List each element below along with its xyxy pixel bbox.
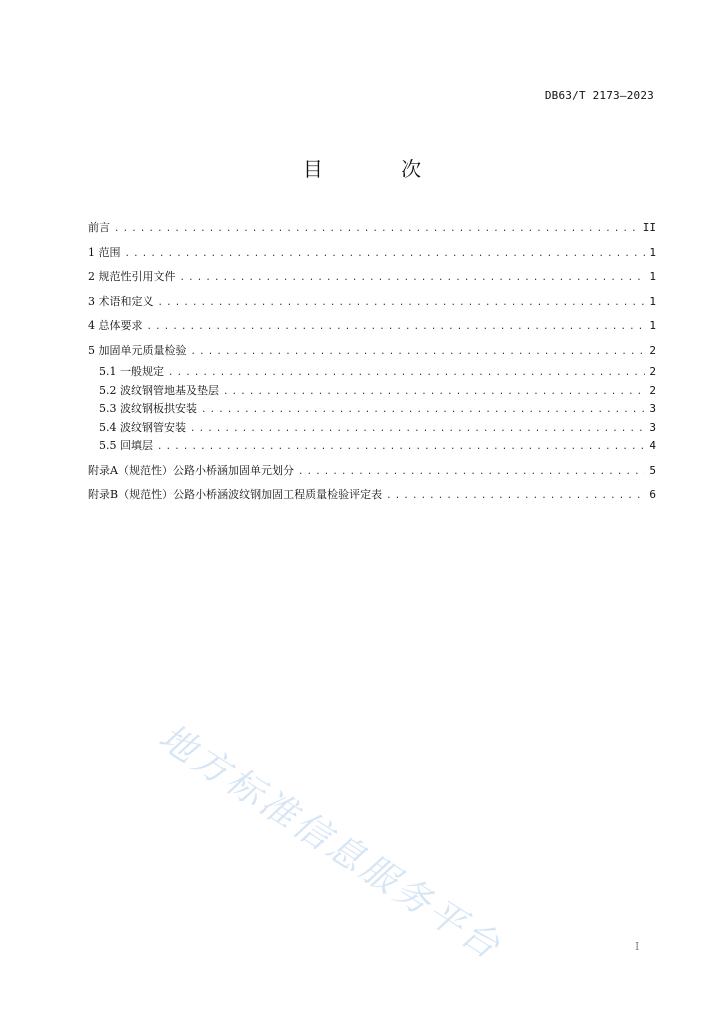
toc-entry-scope[interactable] (88, 241, 656, 266)
toc-entry-page: 1 (649, 245, 656, 259)
toc-entry-label: 1 范围 (88, 245, 121, 259)
toc-entry-page: 1 (649, 319, 656, 332)
toc-entry-terms-definitions[interactable] (88, 290, 656, 315)
toc-entry-page: 4 (649, 439, 656, 452)
toc-leader-dots (223, 383, 645, 402)
toc-entry-page: II (642, 221, 656, 234)
watermark: 地方标准信息服务平台 (151, 716, 510, 969)
toc-entry-page: 6 (649, 488, 656, 501)
page-number: I (635, 940, 640, 953)
toc-entry-label: 附录B（规范性）公路小桥涵波纹钢加固工程质量检验评定表 (88, 488, 383, 501)
toc-entry-label: 2 规范性引用文件 (88, 270, 176, 283)
toc-entry-appendix-b[interactable] (88, 483, 656, 508)
toc-subentry-5-1[interactable] (88, 363, 656, 382)
toc-entry-label: 5.1 一般规定 (99, 365, 164, 378)
toc-entry-page: 3 (649, 402, 656, 415)
toc-entry-label: 前言 (88, 221, 110, 234)
toc-leader-dots (298, 460, 645, 485)
toc-entry-general-requirements[interactable] (88, 314, 656, 339)
toc-entry-appendix-a[interactable] (88, 459, 656, 484)
toc-entry-page: 3 (649, 420, 656, 434)
toc-leader-dots (180, 266, 646, 291)
toc-entry-page: 1 (649, 294, 656, 308)
toc-leader-dots (157, 438, 645, 457)
toc-entry-label: 附录A（规范性）公路小桥涵加固单元划分 (88, 463, 294, 477)
toc-leader-dots (190, 420, 645, 439)
toc-title: 目 次 (302, 157, 458, 181)
toc-leader-dots (168, 364, 645, 383)
toc-entry-label: 5 加固单元质量检验 (88, 343, 187, 357)
toc-leader-dots (201, 401, 645, 420)
toc-entry-page: 2 (649, 383, 656, 397)
toc-subentry-5-4[interactable] (88, 419, 656, 438)
toc-entry-quality-inspection[interactable] (88, 339, 656, 364)
toc-leader-dots (125, 242, 646, 267)
toc-entry-label: 5.3 波纹钢板拱安装 (99, 402, 197, 415)
toc-entry-label: 3 术语和定义 (88, 294, 154, 308)
toc-entry-label: 5.5 回填层 (99, 439, 153, 452)
toc-entry-page: 2 (649, 343, 656, 357)
toc-entry-page: 5 (649, 463, 656, 477)
toc-leader-dots (191, 340, 646, 365)
document-code: DB63/T 2173—2023 (544, 89, 654, 102)
toc-entry-label: 5.2 波纹钢管地基及垫层 (99, 383, 219, 397)
toc-entry-page: 1 (649, 270, 656, 283)
toc-leader-dots (114, 217, 639, 242)
toc-leader-dots (386, 484, 645, 509)
toc-subentry-5-3[interactable] (88, 400, 656, 419)
toc-entry-label: 4 总体要求 (88, 319, 143, 332)
toc-subentry-5-5[interactable] (88, 437, 656, 456)
table-of-contents (88, 216, 656, 508)
toc-subentry-5-2[interactable] (88, 382, 656, 401)
toc-entry-foreword[interactable] (88, 216, 656, 241)
toc-entry-page: 2 (649, 365, 656, 378)
toc-leader-dots (158, 291, 646, 316)
toc-entry-normative-references[interactable] (88, 265, 656, 290)
toc-leader-dots (147, 315, 646, 340)
toc-entry-label: 5.4 波纹钢管安装 (99, 420, 186, 434)
